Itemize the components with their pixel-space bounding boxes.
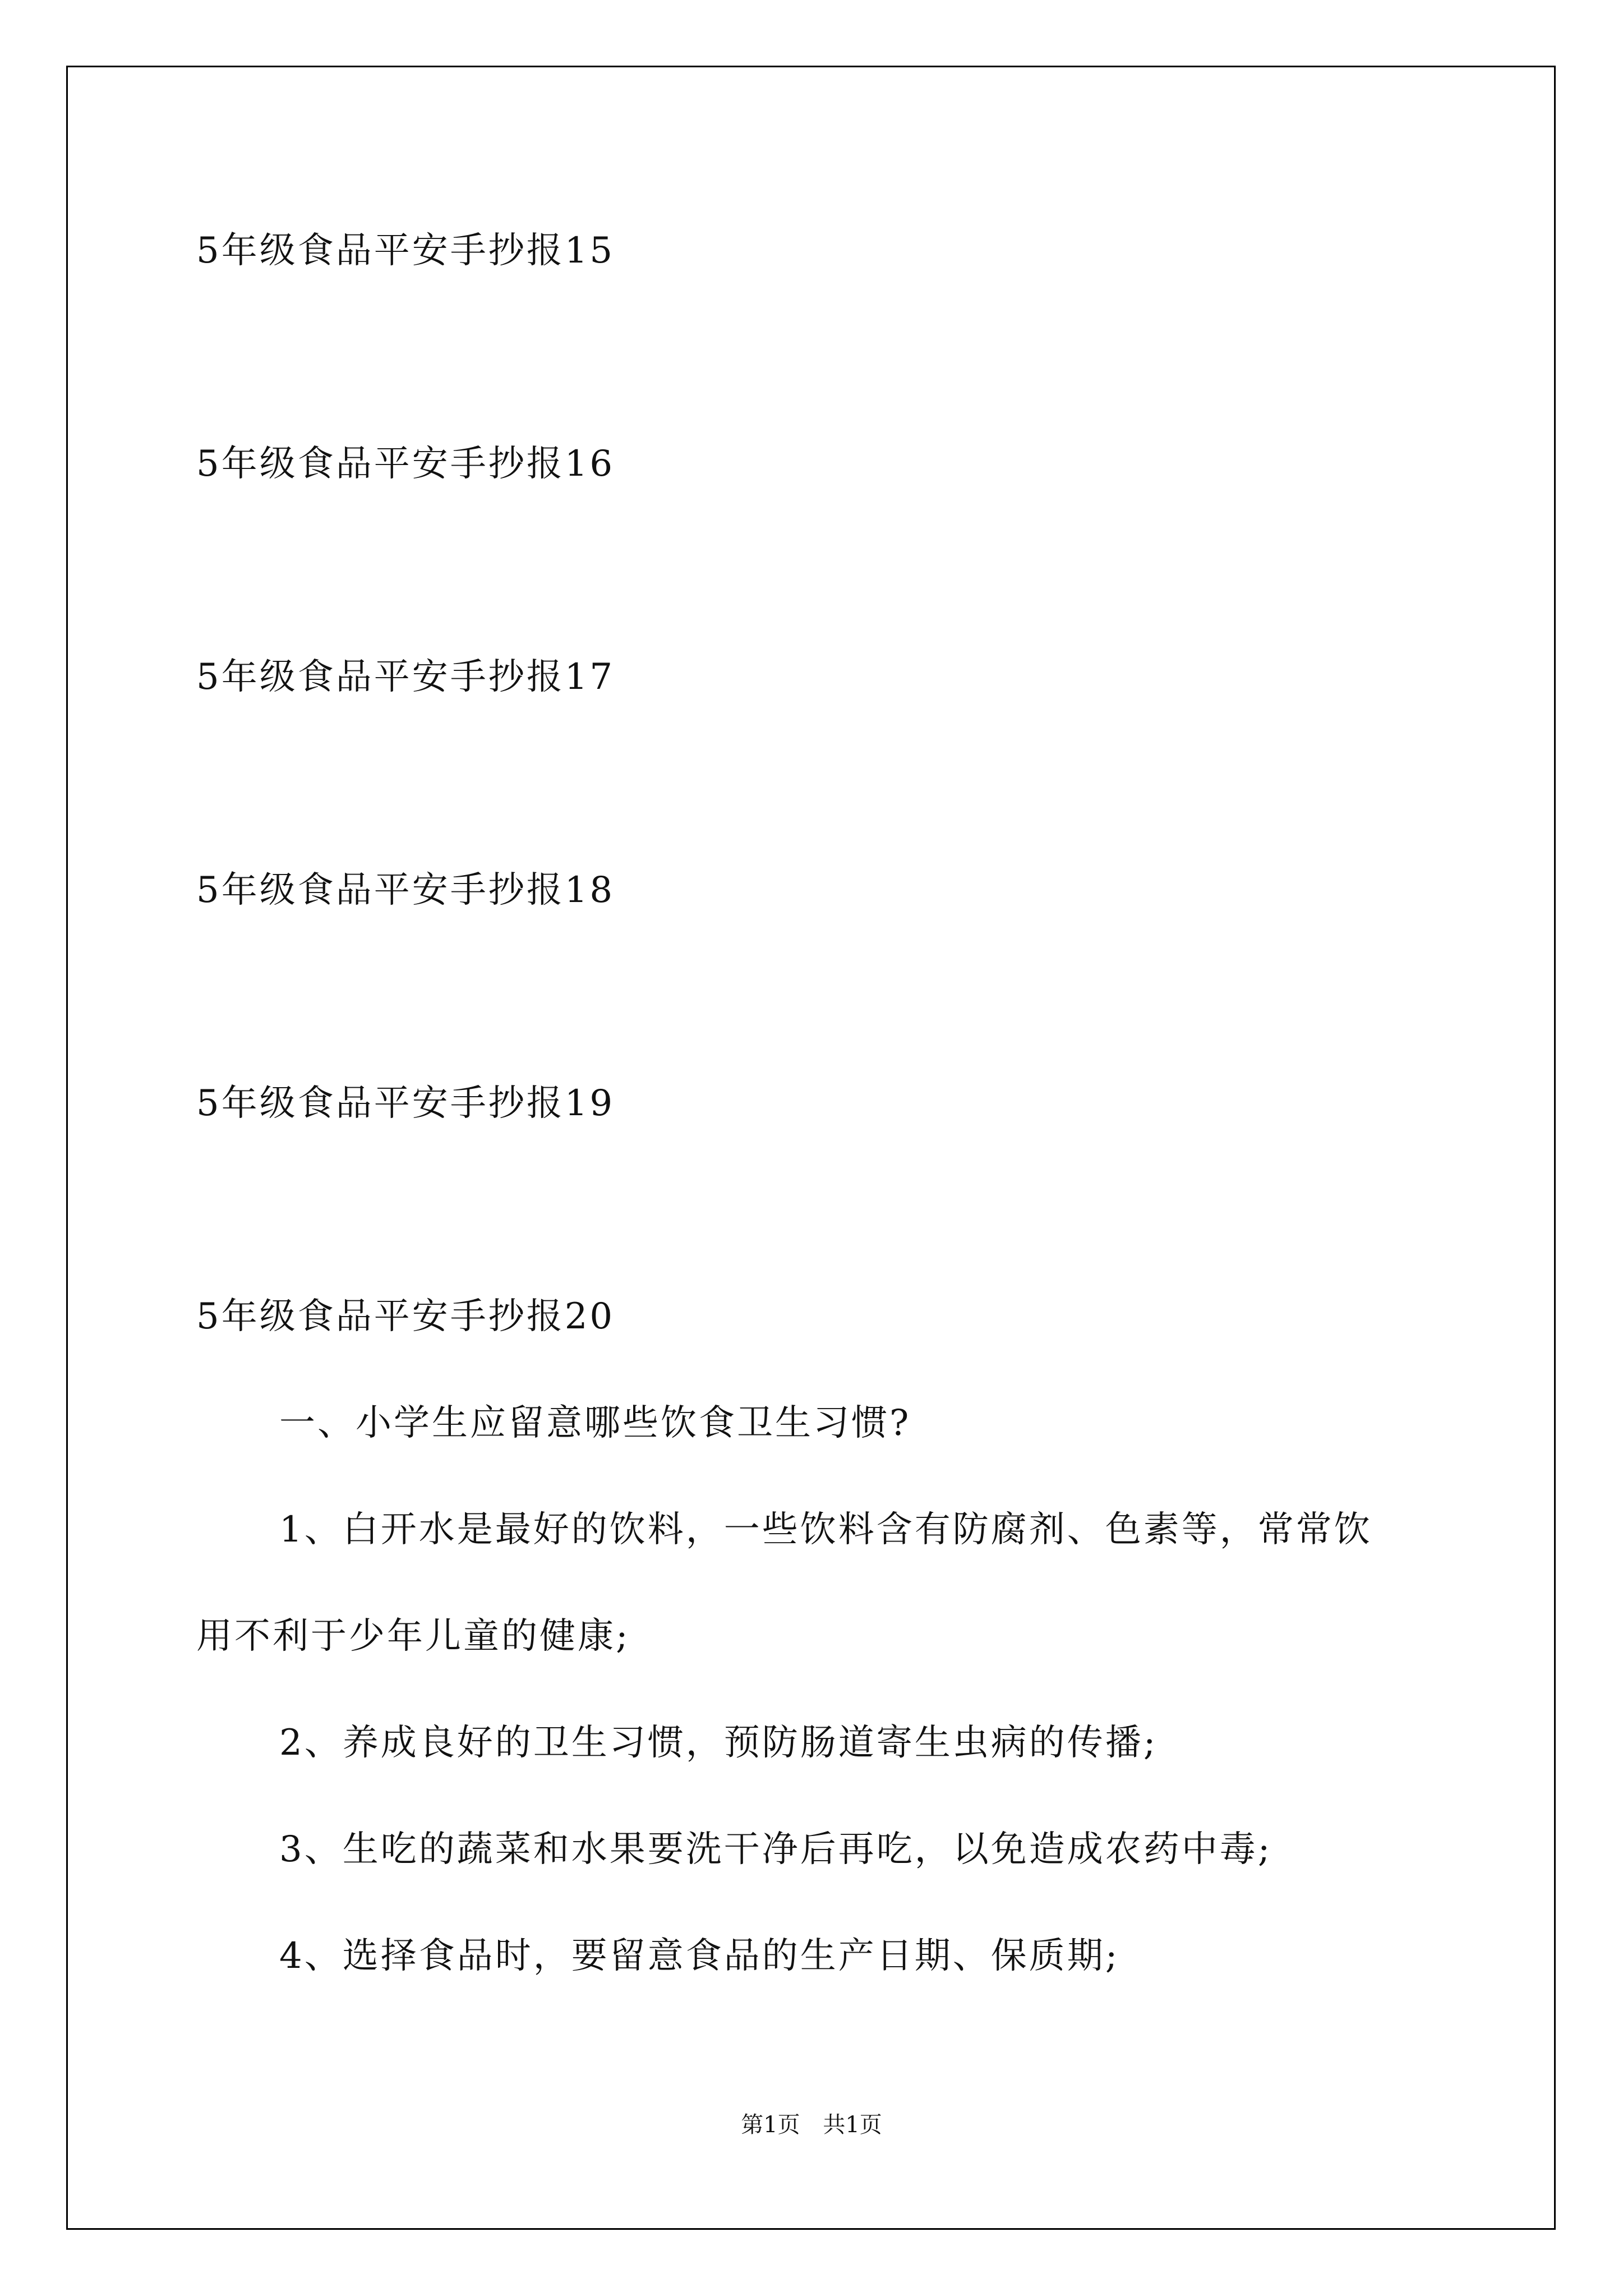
heading-20: 5年级食品平安手抄报20 xyxy=(196,1296,615,1337)
page-current: 第1页 xyxy=(741,2112,800,2138)
heading-16: 5年级食品平安手抄报16 xyxy=(196,443,615,485)
paragraph-2: 2、养成良好的卫生习惯，预防肠道寄生虫病的传播; xyxy=(279,1722,1158,1764)
heading-19: 5年级食品平安手抄报19 xyxy=(196,1083,615,1124)
heading-17: 5年级食品平安手抄报17 xyxy=(196,656,615,698)
heading-18: 5年级食品平安手抄报18 xyxy=(196,869,615,911)
section-title: 一、小学生应留意哪些饮食卫生习惯? xyxy=(279,1402,911,1444)
paragraph-4: 4、选择食品时，要留意食品的生产日期、保质期; xyxy=(279,1935,1120,1977)
paragraph-1: 1、白开水是最好的饮料，一些饮料含有防腐剂、色素等，常常饮 xyxy=(279,1509,1372,1550)
page-footer xyxy=(0,2111,1623,2139)
paragraph-1-continued: 用不利于少年儿童的健康; xyxy=(196,1616,630,1657)
page-total: 共1页 xyxy=(823,2112,882,2138)
page-border xyxy=(66,66,1556,2230)
heading-15: 5年级食品平安手抄报15 xyxy=(196,230,615,272)
paragraph-3: 3、生吃的蔬菜和水果要洗干净后再吃，以免造成农药中毒; xyxy=(279,1829,1272,1870)
